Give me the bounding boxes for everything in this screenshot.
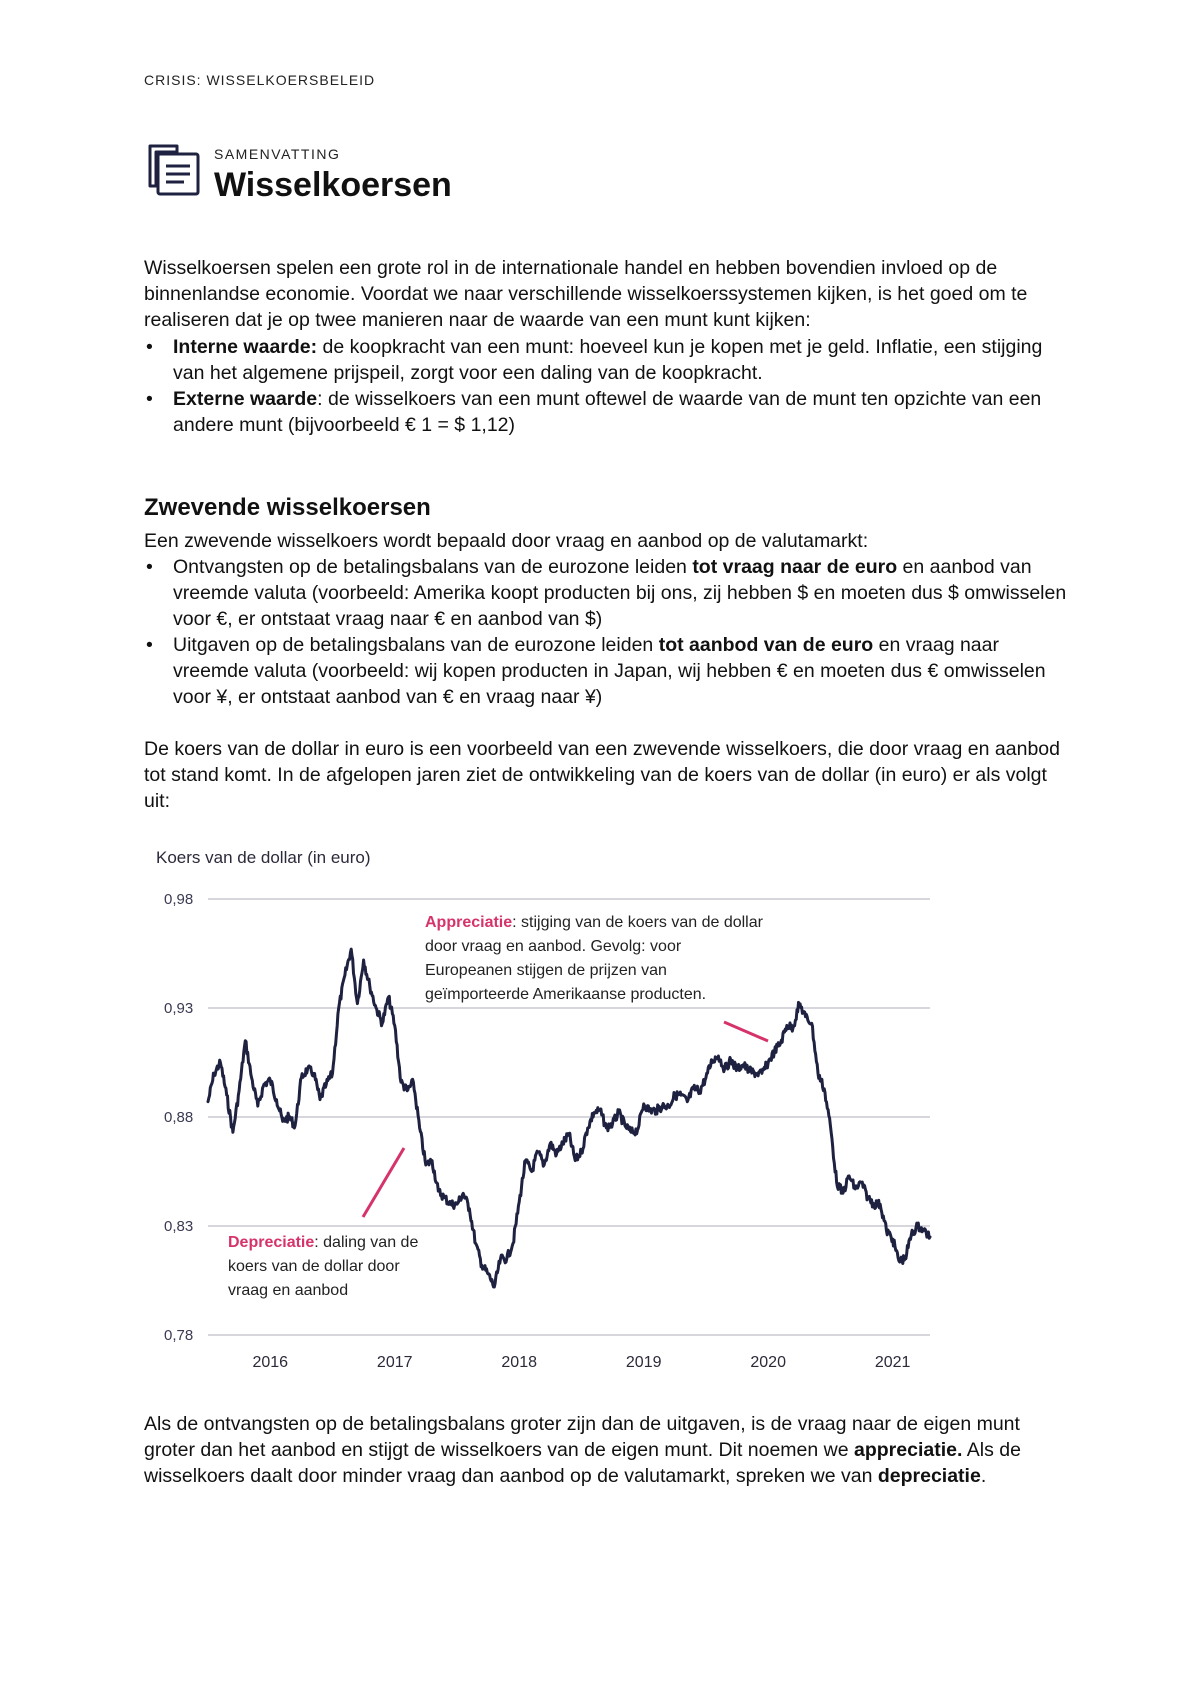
bullet-text: Uitgaven op de betalingsbalans van de eurozone leiden bbox=[173, 634, 659, 656]
page-title: Wisselkoersen bbox=[214, 166, 452, 204]
list-item: • Uitgaven op de betalingsbalans van de eurozone leiden tot aanbod van de euro en vraag naar vreemde valuta (voorbeeld: wij kopen producten in Japan, wij hebben € en moeten dus € omwisselen voor ¥, er ontstaat aanbod van € en vraag naar ¥) bbox=[146, 634, 1046, 708]
floating-bullet-list bbox=[144, 554, 1074, 710]
x-tick-label: 2021 bbox=[874, 1354, 911, 1371]
x-tick-labels bbox=[252, 1354, 910, 1371]
conclusion-bold: appreciatie. bbox=[854, 1439, 963, 1461]
annotation-text: : daling van de koers van de dollar door vraag en aanbod bbox=[228, 1234, 419, 1299]
y-tick-label: 0,83 bbox=[164, 1218, 194, 1235]
bullet-term: Interne waarde: bbox=[173, 336, 318, 358]
list-item: • Interne waarde: de koopkracht van een munt: hoeveel kun je kopen met je geld. Inflatie, een stijging van het algemene prijspeil, zorgt voor een daling van de koopkracht. bbox=[146, 336, 1043, 384]
bullet-text: en aanbod van vreemde valuta (voorbeeld: Amerika koopt producten bij ons, zij hebben $ en moeten dus $ omwisselen voor €, er ontstaat vraag naar € en aanbod van $) bbox=[173, 556, 1067, 630]
bullet-text: : de wisselkoers van een munt oftewel de waarde van de munt ten opzichte van een andere munt (bijvoorbeeld € 1 = $ 1,12) bbox=[173, 388, 1042, 436]
exchange-rate-chart bbox=[144, 845, 944, 1385]
y-tick-label: 0,98 bbox=[164, 891, 194, 908]
intro-bullet-list bbox=[144, 334, 1074, 438]
bullet-text: en vraag naar vreemde valuta (voorbeeld: wij kopen producten in Japan, wij hebben € en moeten dus € omwisselen voor ¥, er ontstaat aanbod van € en vraag naar ¥) bbox=[173, 634, 1046, 708]
running-header: CRISIS: WISSELKOERSBELEID bbox=[144, 72, 376, 88]
y-axis-title: Koers van de dollar (in euro) bbox=[156, 848, 371, 867]
bullet-text: de koopkracht van een munt: hoeveel kun je kopen met je geld. Inflatie, een stijging van het algemene prijspeil, zorgt voor een daling van de koopkracht. bbox=[173, 336, 1043, 384]
conclusion-paragraph bbox=[144, 1411, 1074, 1489]
depreciation-pointer bbox=[363, 1148, 404, 1217]
conclusion-text: . bbox=[980, 1465, 987, 1487]
x-tick-label: 2016 bbox=[252, 1354, 289, 1371]
bullet-bold: tot vraag naar de euro bbox=[692, 556, 898, 578]
depreciation-annotation bbox=[228, 1231, 438, 1303]
x-tick-label: 2018 bbox=[501, 1354, 538, 1371]
y-tick-label: 0,88 bbox=[164, 1109, 194, 1126]
annotation-term: Depreciatie bbox=[228, 1234, 315, 1251]
annotation-text: : stijging van de koers van de dollar door vraag en aanbod. Gevolg: voor Europeanen stijgen de prijzen van geïmporteerde Amerikaanse producten. bbox=[425, 914, 763, 1003]
intro-paragraph: Wisselkoersen spelen een grote rol in de internationale handel en hebben bovendien invloed op de binnenlandse economie. Voordat we naar verschillende wisselkoerssystemen kijken, is het goed om te realiseren dat je op twee manieren naar de waarde van een munt kunt kijken: bbox=[144, 257, 1028, 331]
chart-intro-paragraph: De koers van de dollar in euro is een voorbeeld van een zwevende wisselkoers, die door vraag en aanbod tot stand komt. In de afgelopen jaren ziet de ontwikkeling van de koers van de dollar (in euro) er als volgt uit: bbox=[144, 738, 1060, 812]
appreciation-pointer bbox=[724, 1022, 768, 1041]
x-tick-label: 2017 bbox=[376, 1354, 413, 1371]
x-tick-label: 2019 bbox=[625, 1354, 662, 1371]
bullet-term: Externe waarde bbox=[173, 388, 318, 410]
y-tick-labels bbox=[164, 891, 193, 1344]
y-tick-label: 0,78 bbox=[164, 1327, 194, 1344]
section-heading: Zwevende wisselkoersen bbox=[144, 494, 431, 521]
conclusion-bold: depreciatie bbox=[877, 1465, 981, 1487]
conclusion-text: Als de ontvangsten op de betalingsbalans groter zijn dan de uitgaven, is de vraag naar de eigen munt groter dan het aanbod en stijgt de wisselkoers van de eigen munt. Dit noemen we bbox=[144, 1413, 1020, 1461]
list-item: • Externe waarde: de wisselkoers van een munt oftewel de waarde van de munt ten opzichte van een andere munt (bijvoorbeeld € 1 = $ 1,12) bbox=[146, 388, 1042, 436]
conclusion-text: Als de wisselkoers daalt door minder vraag dan aanbod op de valutamarkt, spreken we van bbox=[144, 1439, 1021, 1487]
y-tick-label: 0,93 bbox=[164, 1000, 194, 1017]
document-icon bbox=[144, 142, 204, 202]
annotation-term: Appreciatie bbox=[425, 914, 513, 931]
list-item: • Ontvangsten op de betalingsbalans van de eurozone leiden tot vraag naar de euro en aanbod van vreemde valuta (voorbeeld: Amerika koopt producten bij ons, zij hebben $ en moeten dus $ omwisselen voor €, er ontstaat vraag naar € en aanbod van $) bbox=[146, 556, 1067, 630]
section-eyebrow: SAMENVATTING bbox=[214, 146, 341, 162]
x-tick-label: 2020 bbox=[750, 1354, 786, 1371]
bullet-bold: tot aanbod van de euro bbox=[658, 634, 874, 656]
bullet-text: Ontvangsten op de betalingsbalans van de eurozone leiden bbox=[173, 556, 693, 578]
floating-lead: Een zwevende wisselkoers wordt bepaald door vraag en aanbod op de valutamarkt: bbox=[144, 530, 869, 552]
appreciation-annotation bbox=[425, 911, 765, 1007]
